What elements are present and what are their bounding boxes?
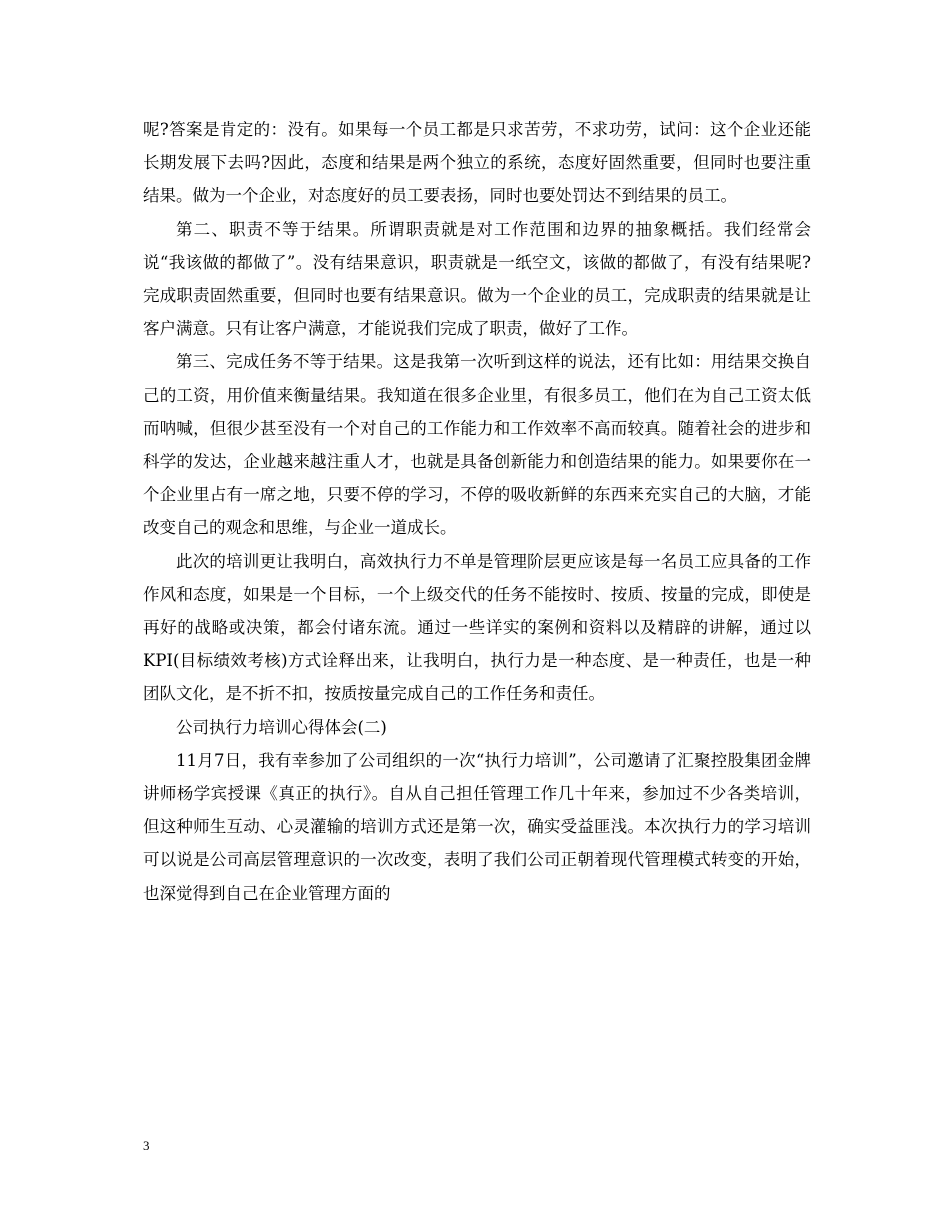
page-number: 3 (143, 1138, 150, 1153)
paragraph-5: 11月7日，我有幸参加了公司组织的一次“执行力培训”，公司邀请了汇聚控股集团金牌讲师杨学宾授课《真正的执行》。自从自己担任管理工作几十年来，参加过不少各类培训，但这种师生互动、心灵灌输的培训方式还是第一次，确实受益匪浅。本次执行力的学习培训可以说是公司高层管理意识的一次改变，表明了我们公司正朝着现代管理模式转变的开始，也深觉得到自己在企业管理方面的 (143, 750, 811, 903)
paragraph-1: 呢?答案是肯定的：没有。如果每一个员工都是只求苦劳，不求功劳，试问：这个企业还能长期发展下去吗?因此，态度和结果是两个独立的系统，态度好固然重要，但同时也要注重结果。做为一个企业，对态度好的员工要表扬，同时也要处罚达不到结果的员工。 (143, 120, 811, 206)
paragraph-2: 第二、职责不等于结果。所谓职责就是对工作范围和边界的抽象概括。我们经常会说“我该做的都做了”。没有结果意识，职责就是一纸空文，该做的都做了，有没有结果呢?完成职责固然重要，但同时也要有结果意识。做为一个企业的员工，完成职责的结果就是让客户满意。只有让客户满意，才能说我们完成了职责，做好了工作。 (143, 219, 811, 339)
document-body (143, 113, 811, 910)
paragraph-4: 此次的培训更让我明白，高效执行力不单是管理阶层更应该是每一名员工应具备的工作作风和态度，如果是一个目标，一个上级交代的任务不能按时、按质、按量的完成，即使是再好的战略或决策，都会付诸东流。通过一些详实的案例和资料以及精辟的讲解，通过以KPI(目标绩效考核)方式诠释出来，让我明白，执行力是一种态度、是一种责任，也是一种团队文化，是不折不扣，按质按量完成自己的工作任务和责任。 (143, 551, 811, 704)
paragraph-3: 第三、完成任务不等于结果。这是我第一次听到这样的说法，还有比如：用结果交换自己的工资，用价值来衡量结果。我知道在很多企业里，有很多员工，他们在为自己工资太低而呐喊，但很少甚至没有一个对自己的工作能力和工作效率不高而较真。随着社会的进步和科学的发达，企业越来越注重人才，也就是具备创新能力和创造结果的能力。如果要你在一个企业里占有一席之地，只要不停的学习，不停的吸收新鲜的东西来充实自己的大脑，才能改变自己的观念和思维，与企业一道成长。 (143, 352, 811, 538)
section-heading: 公司执行力培训心得体会(二) (176, 717, 387, 737)
